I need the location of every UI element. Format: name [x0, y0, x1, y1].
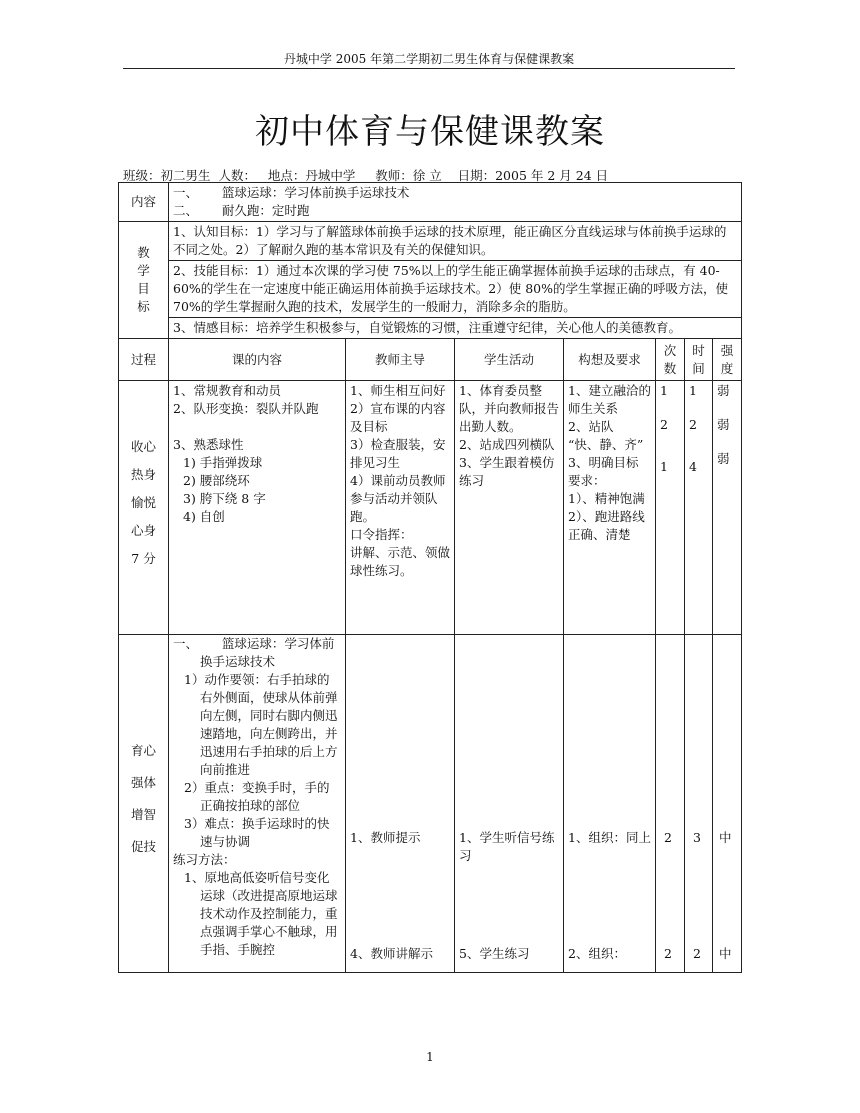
- column-header-row: [119, 339, 742, 381]
- col-time-1: 时: [692, 342, 705, 358]
- section-main-student: [455, 635, 564, 973]
- lesson-plan-table: [118, 182, 742, 973]
- time-value: 4: [689, 459, 697, 474]
- times-value: 1: [660, 459, 668, 474]
- section-warmup-time: [685, 381, 713, 635]
- content-line: 2、队形变换：裂队并队跑: [173, 401, 319, 416]
- content-line: 1) 手指弹拨球: [183, 455, 263, 470]
- col-teacher: 教师主导: [346, 339, 455, 381]
- section-main-times: [656, 635, 685, 973]
- section-main-content: [169, 635, 346, 973]
- objective-row-affective: [119, 318, 742, 339]
- teacher-line: 4）课前动员教师参与活动并领队跑。: [350, 473, 446, 524]
- teacher-line: 2）宣布课的内容及目标: [350, 401, 446, 434]
- col-content: 课的内容: [169, 339, 346, 381]
- section-main-time: [685, 635, 713, 973]
- design-line: 1）、精神饱满 2）、跑进路线正确、清楚: [568, 491, 645, 542]
- section-warmup-row: [119, 381, 742, 635]
- design-line: 2、组织：: [568, 946, 626, 961]
- objectives-label-char: 标: [137, 299, 150, 314]
- section-label-line: 增智: [130, 806, 156, 822]
- content-line: 一、 篮球运球：学习体前换手运球技术: [173, 636, 335, 669]
- student-line: 1、体育委员整队，并向教师报告出勤人数。: [459, 383, 560, 434]
- design-line: 1、建立融洽的师生关系: [568, 383, 651, 416]
- times-value: 1: [660, 383, 668, 398]
- objective-row-skill: [119, 261, 742, 318]
- objectives-label-char: 目: [137, 281, 150, 296]
- content-row: [119, 183, 742, 222]
- section-warmup-label: [119, 381, 169, 635]
- content-line: 2) 腰部绕环: [183, 473, 250, 488]
- content-line: 3、熟悉球性: [173, 437, 244, 452]
- design-line: 要求：: [568, 473, 606, 488]
- design-line: 3、明确目标: [568, 455, 639, 470]
- section-warmup-content: [169, 381, 346, 635]
- content-line: 3）难点：换手运球时的快速与协调: [184, 816, 330, 849]
- section-label-line: 收心: [130, 438, 156, 454]
- times-value: 2: [664, 830, 672, 845]
- content-line: 1、常规教育和动员: [173, 383, 281, 398]
- objective-affective: 3、情感目标：培养学生积极参与，自觉锻炼的习惯，注重遵守纪律，关心他人的美德教育。: [169, 318, 742, 339]
- section-label-line: 育心: [130, 742, 156, 758]
- content-line: 1、原地高低姿听信号变化运球（改进提高原地运球技术动作及控制能力，重点强调手掌心不触球，用手指、手腕控: [184, 870, 338, 957]
- section-main-teacher: [346, 635, 455, 973]
- col-intensity: [713, 339, 742, 381]
- times-value: 2: [660, 417, 668, 432]
- time-value: 2: [693, 946, 701, 961]
- intensity-value: 弱: [717, 417, 730, 432]
- class-info-line: 班级：初二男生 人数： 地点：丹城中学 教师：徐 立 日期：2005 年 2 月 24 日: [123, 168, 609, 183]
- section-main-intensity: [713, 635, 742, 973]
- content-line: 3) 胯下绕 8 字: [183, 491, 266, 506]
- section-main-row: [119, 635, 742, 973]
- col-time-2: 间: [692, 360, 705, 376]
- teacher-line: 1、教师提示: [350, 830, 421, 845]
- objectives-label: [119, 222, 169, 339]
- section-warmup-times: [656, 381, 685, 635]
- col-time: [685, 339, 713, 381]
- teacher-line: 1、师生相互问好: [350, 383, 446, 398]
- design-line: 2、站队: [568, 419, 614, 434]
- content-item-1: 一、 篮球运球：学习体前换手运球技术: [173, 185, 410, 200]
- section-label-line: 促技: [130, 838, 156, 854]
- section-warmup-intensity: [713, 381, 742, 635]
- col-intensity-2: 度: [720, 360, 734, 376]
- intensity-value: 中: [719, 830, 732, 845]
- section-label-line: 强体: [130, 774, 156, 790]
- col-design: 构想及要求: [564, 339, 656, 381]
- col-times: [656, 339, 685, 381]
- times-value: 2: [664, 946, 672, 961]
- student-line: 2、站成四列横队: [459, 437, 555, 452]
- section-label-line: 热身: [130, 466, 156, 482]
- teacher-line: 口令指挥：: [350, 527, 413, 542]
- col-intensity-1: 强: [720, 342, 734, 358]
- section-label-line: 愉悦: [130, 494, 156, 510]
- content-item-2: 二、 耐久跑：定时跑: [173, 203, 310, 218]
- intensity-value: 弱: [717, 451, 730, 466]
- col-process: 过程: [119, 339, 169, 381]
- page-title: 初中体育与保健课教案: [255, 112, 605, 152]
- objective-skill: 2、技能目标：1）通过本次课的学习使 75%以上的学生能正确掌握体前换手运球的击球点，有 40-60%的学生在一定速度中能正确运用体前换手运球技术。2）使 80%的学生掌握正确的呼吸方法，使 70%的学生掌握耐久跑的技术，发展学生的一般耐力，消除多余的脂肪。: [169, 261, 742, 318]
- design-line: “快、静、齐”: [568, 437, 644, 452]
- content-label: 内容: [119, 183, 169, 222]
- content-cell: [169, 183, 742, 222]
- col-student: 学生活动: [455, 339, 564, 381]
- teacher-line: 讲解、示范、领做球性练习。: [350, 545, 451, 578]
- time-value: 3: [693, 830, 701, 845]
- running-header: 丹城中学 2005 年第二学期初二男生体育与保健课教案: [283, 52, 575, 66]
- student-line: 5、学生练习: [459, 946, 530, 961]
- section-warmup-design: [564, 381, 656, 635]
- objectives-label-char: 学: [137, 263, 150, 278]
- time-value: 1: [689, 383, 697, 398]
- objective-row-cognitive: [119, 222, 742, 261]
- content-line: 2）重点：变换手时，手的正确按拍球的部位: [184, 780, 330, 813]
- col-times-2: 数: [663, 360, 677, 376]
- section-label-line: 心身: [130, 522, 156, 538]
- time-value: 2: [689, 417, 697, 432]
- section-label-line: 7 分: [131, 550, 156, 566]
- teacher-line: 3）检查服装，安排见习生: [350, 437, 446, 470]
- intensity-value: 弱: [717, 383, 730, 398]
- design-line: 1、组织：同上: [568, 830, 651, 845]
- objective-cognitive: 1、认知目标：1）学习与了解篮球体前换手运球的技术原理，能正确区分直线运球与体前换手运球的不同之处。2）了解耐久跑的基本常识及有关的保健知识。: [169, 222, 742, 261]
- student-line: 1、学生听信号练习: [459, 830, 555, 863]
- student-line: 3、学生跟着模仿练习: [459, 455, 555, 488]
- section-main-label: [119, 635, 169, 973]
- teacher-line: 4、教师讲解示: [350, 946, 433, 961]
- section-warmup-teacher: [346, 381, 455, 635]
- content-line: 练习方法：: [173, 852, 236, 867]
- section-main-design: [564, 635, 656, 973]
- content-line: 4) 自创: [183, 509, 225, 524]
- intensity-value: 中: [719, 946, 732, 961]
- col-times-1: 次: [663, 342, 677, 358]
- objectives-label-char: 教: [137, 245, 150, 260]
- content-line: 1）动作要领：右手拍球的右外侧面，使球从体前弹向左侧，同时右脚内侧迅速踏地，向左侧跨出，并迅速用右手拍球的后上方向前推进: [184, 672, 338, 777]
- page-number: 1: [426, 1050, 434, 1064]
- section-warmup-student: [455, 381, 564, 635]
- header-rule: [123, 68, 735, 69]
